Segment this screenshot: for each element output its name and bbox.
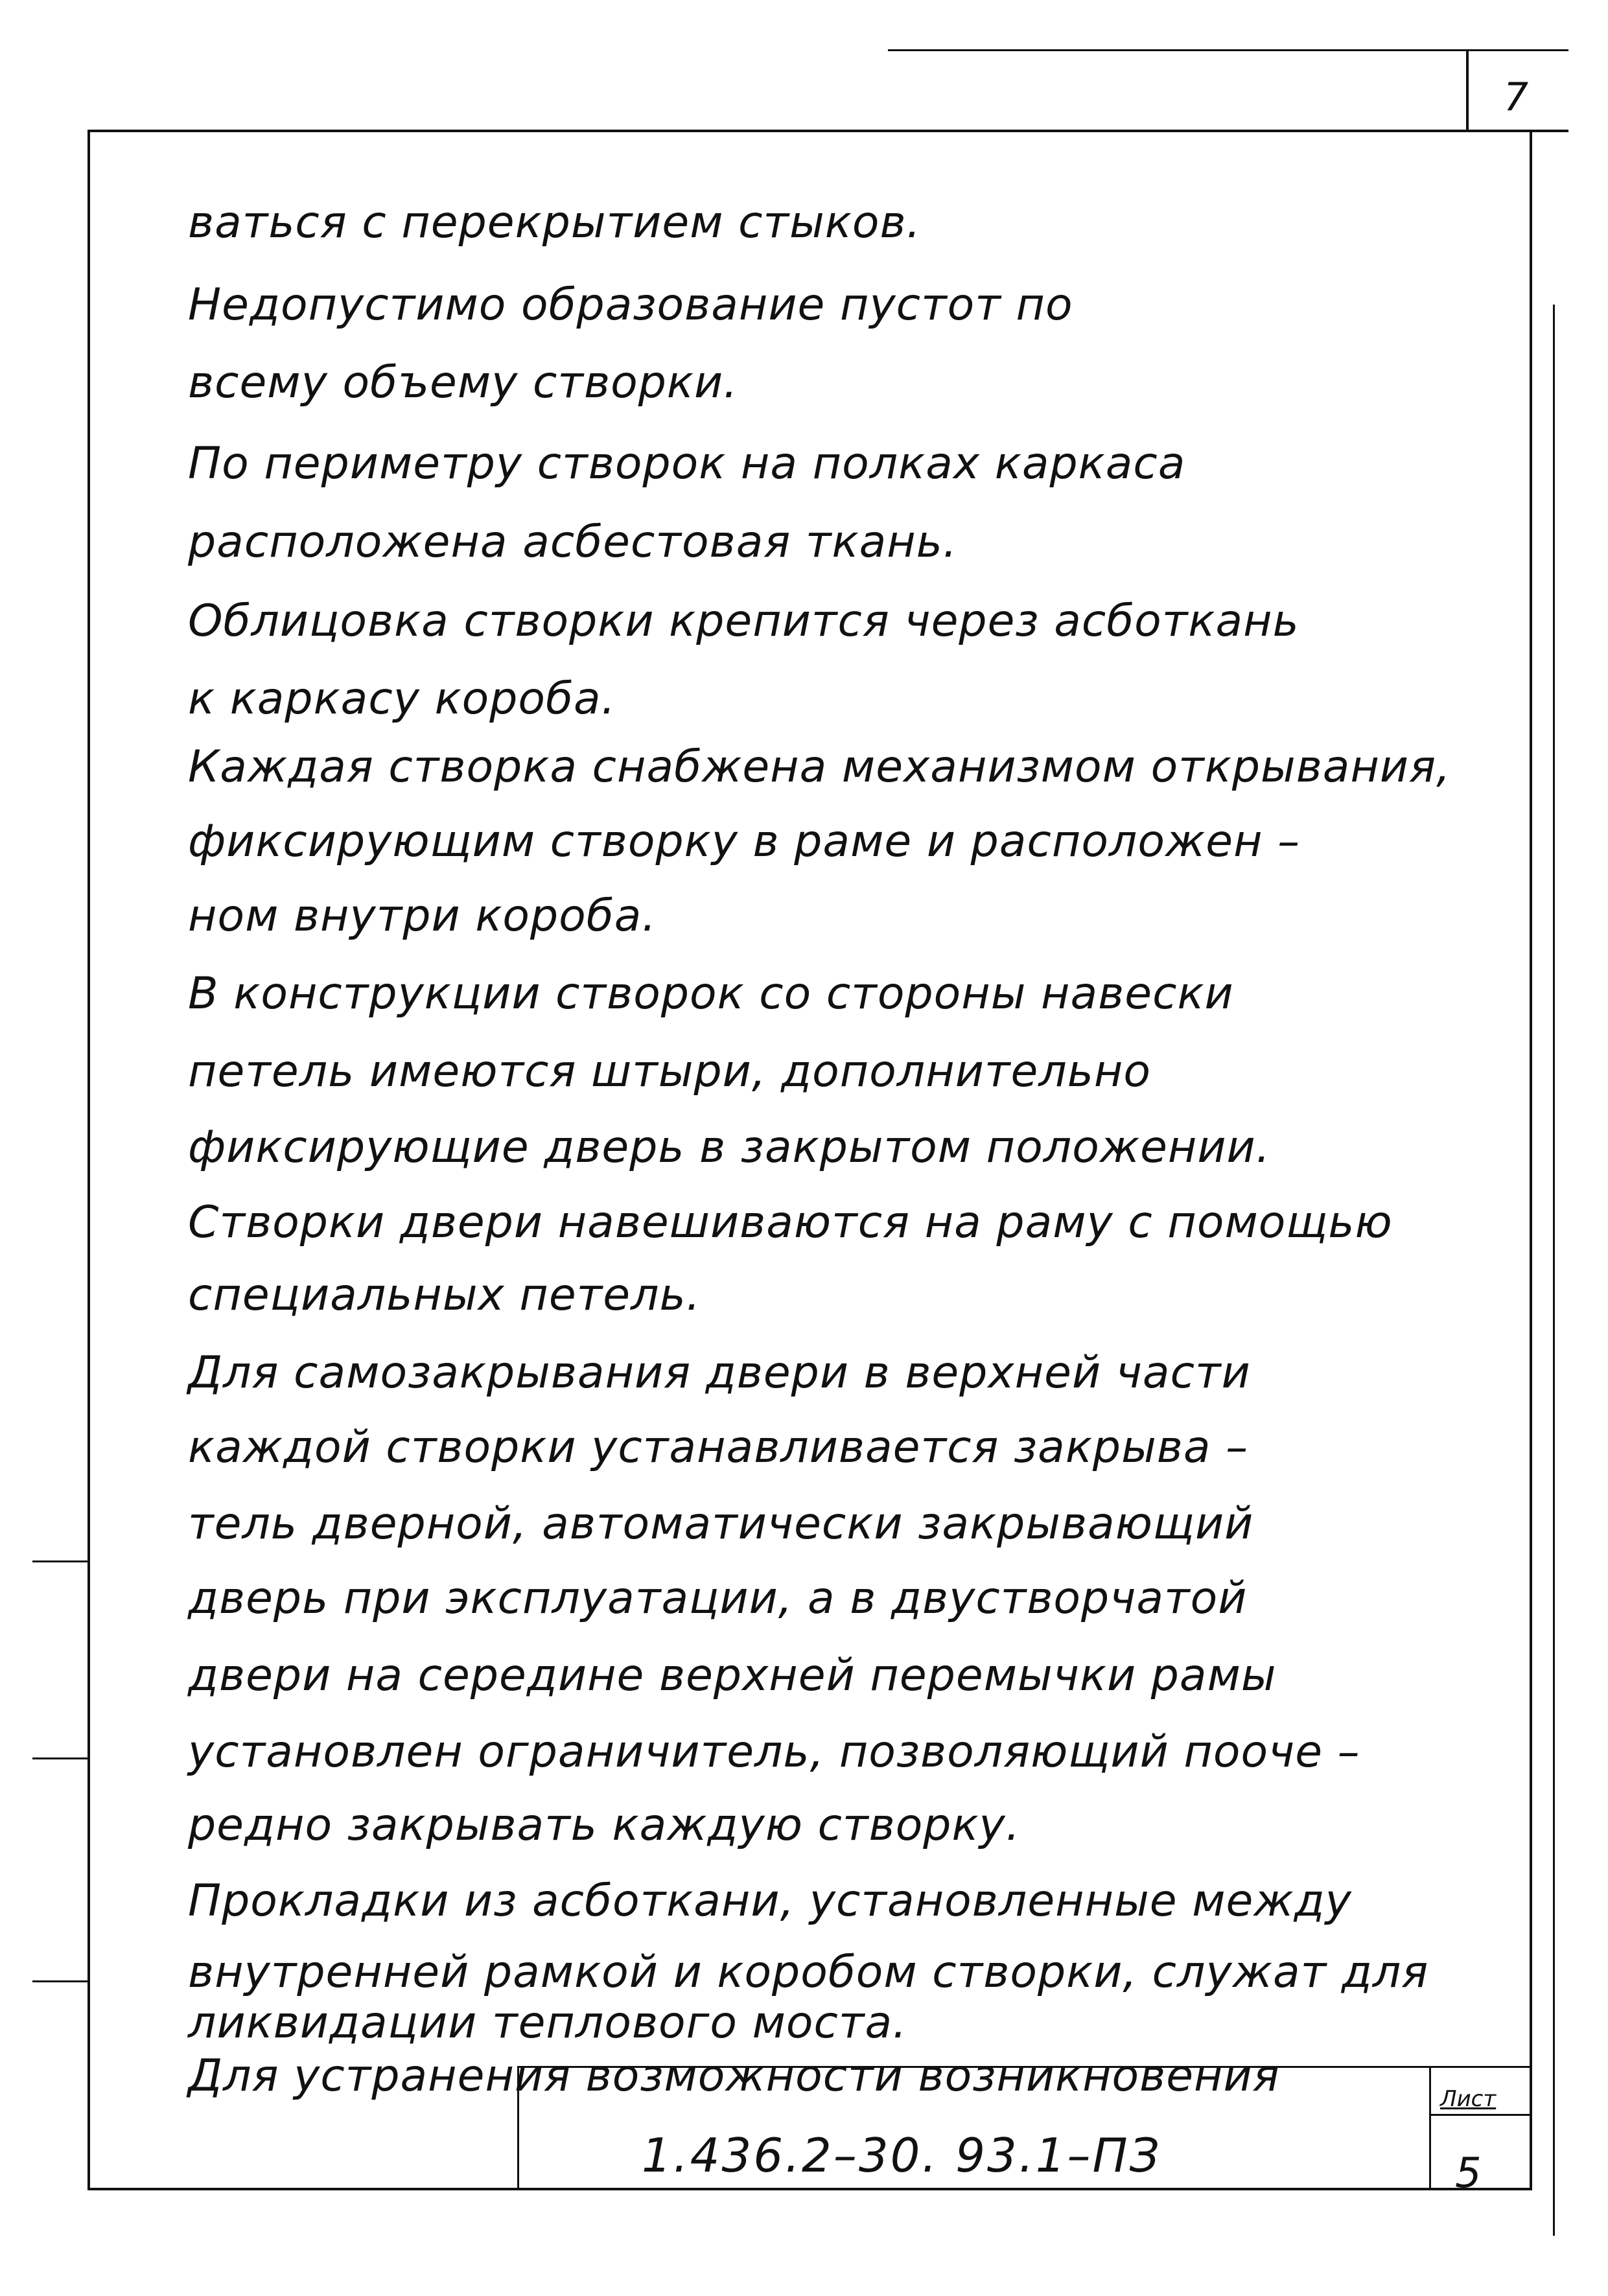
corner-number: 7 [1504, 75, 1529, 120]
binding-tick [32, 1560, 89, 1562]
sheet-label: Лист [1440, 2086, 1497, 2112]
corner-box-left [1466, 49, 1469, 131]
binding-tick [32, 1757, 89, 1759]
text-line: Створки двери навешиваются на раму с помощью [188, 1197, 1393, 1248]
text-line: По периметру створок на полках каркаса [188, 438, 1186, 489]
frame-left [87, 130, 90, 2189]
frame-bottom [87, 2188, 1532, 2190]
text-line: Прокладки из асботкани, установленные между [188, 1875, 1352, 1927]
text-line: Недопустимо образование пустот по [188, 279, 1073, 330]
text-line: дверь при эксплуатации, а в двустворчатой [188, 1573, 1248, 1624]
text-line: петель имеются штыри, дополнительно [188, 1046, 1151, 1097]
sheet-cell-divider [1430, 2114, 1531, 2116]
title-block-divider [1429, 2066, 1431, 2189]
text-line: Облицовка створки крепится через асботкань [188, 596, 1299, 647]
text-line: тель дверной, автоматически закрывающий [188, 1498, 1254, 1549]
text-line: редно закрывать каждую створку. [188, 1800, 1021, 1851]
text-line: Для устранения возможности возникновения [188, 2050, 1280, 2102]
text-line: ваться с перекрытием стыков. [188, 197, 922, 248]
frame-right [1530, 130, 1532, 2189]
text-line: фиксирующим створку в раме и расположен – [188, 816, 1301, 867]
text-line: всему объему створки. [188, 357, 738, 408]
outer-right-rule [1553, 305, 1555, 2236]
text-line: каждой створки устанавливается закрыва – [188, 1422, 1249, 1473]
text-line: В конструкции створок со стороны навески [188, 968, 1234, 1019]
text-line: расположена асбестовая ткань. [188, 516, 958, 568]
text-line: внутренней рамкой и коробом створки, служат для [188, 1947, 1429, 1998]
text-line: Для самозакрывания двери в верхней части [188, 1347, 1251, 1398]
text-line: к каркасу короба. [188, 673, 616, 725]
sheet-number: 5 [1455, 2150, 1482, 2197]
text-line: специальных петель. [188, 1270, 701, 1321]
text-line: установлен ограничитель, позволяющий пооче – [188, 1726, 1360, 1778]
text-line: ликвидации теплового моста. [188, 1997, 907, 2048]
text-line: ном внутри короба. [188, 890, 657, 942]
frame-top [89, 130, 1568, 132]
binding-tick [32, 1980, 89, 1982]
text-line: Каждая створка снабжена механизмом открывания, [188, 741, 1451, 793]
text-line: фиксирующие дверь в закрытом положении. [188, 1122, 1271, 1173]
document-code: 1.436.2–30. 93.1–ПЗ [642, 2128, 1161, 2183]
text-line: двери на середине верхней перемычки рамы [188, 1650, 1277, 1701]
